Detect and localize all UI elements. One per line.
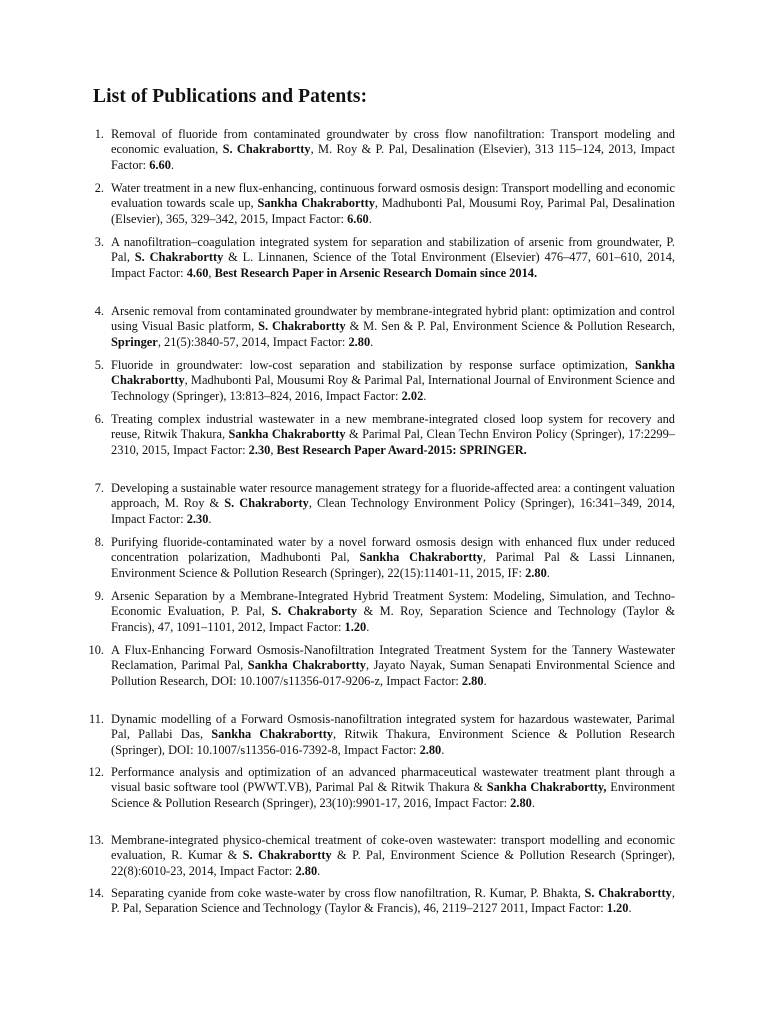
citation-text: Treating complex industrial wastewater in a new membrane-integrated closed loop system for recovery and reuse, Ritwik Thakura,: [111, 412, 675, 442]
citation-text: ,: [270, 442, 277, 457]
citation-text: , Jayato Nayak, Suman Senapati Environmental Science and Pollution Research, DOI: 10.1007/s11356-017-9206-z, Impact Factor:: [111, 658, 676, 688]
publication-citation: [111, 412, 675, 458]
publication-number: 7.: [94, 481, 104, 495]
citation-text: , Ritwik Thakura, Environment Science & Pollution Research (Springer), DOI: 10.1007/s11356-016-7392-8, Impact Factor:: [111, 727, 675, 757]
citation-text: .: [483, 673, 487, 688]
publication-citation: [111, 765, 675, 811]
citation-text: .: [628, 901, 632, 916]
citation-text: , Clean Technology Environment Policy (Springer), 16:341–349, 2014, Impact Factor:: [111, 496, 675, 526]
citation-emphasis: Sankha Chakrabortty,: [486, 780, 607, 795]
citation-text: Water treatment in a new flux-enhancing, continuous forward osmosis design: Transport modelling and economic evaluation towards scale up,: [111, 181, 675, 211]
citation-emphasis: Best Research Paper Award-2015: SPRINGER.: [276, 442, 527, 457]
citation-emphasis: Sankha Chakrabortty: [257, 196, 375, 211]
citation-emphasis: 1.20: [606, 901, 629, 916]
citation-text: Performance analysis and optimization of an advanced pharmaceutical wastewater treatment plant through a visual basic software tool (PWWT.VB), Parimal Pal & Ritwik Thakura &: [111, 765, 675, 795]
publication-number: 6.: [94, 412, 104, 426]
citation-emphasis: Sankha Chakrabortty: [111, 358, 675, 388]
citation-text: .: [423, 388, 427, 403]
publication-number: 4.: [94, 304, 104, 318]
citation-text: & L. Linnanen, Science of the Total Environment (Elsevier) 476–477, 601–610, 2014, Impact Factor:: [111, 250, 676, 280]
citation-text: & P. Pal, Environment Science & Pollution Research (Springer), 22(8):6010-23, 2014, Impact Factor:: [111, 848, 675, 878]
citation-emphasis: S. Chakraborty: [224, 496, 309, 511]
citation-emphasis: 2.30: [186, 511, 209, 526]
citation-emphasis: S. Chakrabortty: [584, 886, 672, 900]
citation-text: .: [366, 619, 370, 634]
citation-text: .: [370, 334, 374, 349]
citation-emphasis: 2.80: [510, 795, 532, 810]
publication-citation: [111, 833, 675, 879]
page-title: List of Publications and Patents:: [93, 86, 368, 107]
publication-number: 10.: [88, 643, 104, 657]
citation-text: Developing a sustainable water resource management strategy for a fluoride-affected area: a contingent valuation approach, M. Roy &: [111, 481, 675, 511]
citation-text: Purifying fluoride-contaminated water by a novel forward osmosis design with enhanced flux under reduced concentration polarization, Madhubonti Pal,: [111, 535, 675, 565]
citation-emphasis: 2.80: [461, 673, 484, 688]
citation-text: .: [441, 742, 445, 757]
citation-emphasis: 2.80: [525, 565, 547, 580]
citation-emphasis: 6.60: [149, 157, 171, 172]
citation-emphasis: 2.80: [419, 742, 442, 757]
citation-text: Environment Science & Pollution Research (Springer), 23(10):9901-17, 2016, Impact Factor:: [111, 780, 675, 810]
citation-text: ,: [208, 265, 215, 280]
publication-citation: [111, 127, 675, 173]
citation-emphasis: Sankha Chakrabortty: [247, 658, 366, 673]
citation-text: .: [317, 863, 321, 878]
publication-number: 9.: [94, 589, 104, 603]
citation-text: , Madhubonti Pal, Mousumi Roy, Parimal Pal, Desalination (Elsevier), 365, 329–342, 2015, Impact Factor:: [111, 196, 675, 226]
citation-text: , 21(5):3840-57, 2014, Impact Factor:: [157, 334, 349, 349]
citation-text: , Parimal Pal & Lassi Linnanen, Environment Science & Pollution Research (Springer), 22(15):11401-11, 2015, IF:: [111, 550, 675, 580]
citation-text: .: [368, 211, 372, 226]
publication-citation: [111, 886, 675, 917]
citation-emphasis: 4.60: [186, 265, 209, 280]
publication-citation: [111, 712, 675, 758]
citation-text: A nanofiltration–coagulation integrated system for separation and stabilization of arsenic from groundwater, P. Pal,: [111, 235, 675, 265]
publication-citation: [111, 643, 675, 689]
citation-emphasis: Sankha Chakrabortty: [359, 550, 483, 565]
citation-text: .: [170, 157, 174, 172]
citation-text: Separating cyanide from coke waste-water by cross flow nanofiltration, R. Kumar, P. Bhakta,: [111, 886, 585, 900]
publication-number: 3.: [94, 235, 104, 249]
publication-citation: [111, 589, 675, 635]
citation-emphasis: 2.30: [248, 442, 271, 457]
citation-emphasis: S. Chakraborty: [271, 604, 358, 619]
citation-text: , M. Roy & P. Pal, Desalination (Elsevier), 313 115–124, 2013, Impact Factor:: [111, 142, 675, 172]
citation-text: Fluoride in groundwater: low-cost separation and stabilization by response surface optimization,: [111, 358, 636, 372]
publication-number: 2.: [94, 181, 104, 195]
citation-emphasis: Best Research Paper in Arsenic Research Domain since 2014.: [214, 265, 538, 280]
citation-text: A Flux-Enhancing Forward Osmosis-Nanofiltration Integrated Treatment System for the Tannery Wastewater Reclamation, Parimal Pal,: [111, 643, 675, 673]
citation-emphasis: 2.02: [401, 388, 424, 403]
citation-emphasis: 2.80: [348, 334, 371, 349]
citation-emphasis: 6.60: [347, 211, 369, 226]
citation-text: Membrane-integrated physico-chemical treatment of coke-oven wastewater: transport modelling and economic evaluation, R. Kumar &: [111, 833, 675, 863]
citation-text: .: [546, 565, 550, 580]
publication-citation: [111, 481, 675, 527]
publication-citation: [111, 535, 675, 581]
citation-emphasis: Sankha Chakrabortty: [228, 427, 346, 442]
publication-number: 5.: [94, 358, 104, 372]
publication-citation: [111, 304, 675, 350]
citation-emphasis: S. Chakrabortty: [258, 319, 346, 334]
citation-text: Arsenic removal from contaminated groundwater by membrane-integrated hybrid plant: optimization and control using Visual Basic platform,: [111, 304, 675, 334]
publication-number: 13.: [88, 833, 104, 847]
citation-text: Dynamic modelling of a Forward Osmosis-nanofiltration integrated system for hazardous wastewater, Parimal Pal, Pallabi Das,: [111, 712, 675, 742]
publication-citation: [111, 358, 675, 404]
publication-number: 1.: [94, 127, 104, 141]
citation-text: .: [531, 795, 535, 810]
citation-emphasis: Sankha Chakrabortty: [211, 727, 334, 742]
citation-text: & Parimal Pal, Clean Techn Environ Policy (Springer), 17:2299–2310, 2015, Impact Factor:: [111, 427, 675, 457]
publication-number: 11.: [88, 712, 104, 726]
publication-citation: [111, 235, 675, 281]
citation-text: & M. Roy, Separation Science and Technology (Taylor & Francis), 47, 1091–1101, 2012, Impact Factor:: [111, 604, 675, 634]
citation-text: Arsenic Separation by a Membrane-Integrated Hybrid Treatment System: Modeling, Simulation, and Techno- Economic Evaluation, P. Pal,: [111, 589, 675, 619]
citation-text: & M. Sen & P. Pal, Environment Science & Pollution Research,: [345, 319, 676, 334]
publication-number: 8.: [94, 535, 104, 549]
citation-emphasis: Springer: [111, 334, 158, 349]
citation-text: Removal of fluoride from contaminated groundwater by cross flow nanofiltration: Transport modeling and economic evaluation,: [111, 127, 675, 157]
citation-text: , P. Pal, Separation Science and Technology (Taylor & Francis), 46, 2119–2127 2011, Impact Factor:: [111, 886, 675, 916]
citation-text: , Madhubonti Pal, Mousumi Roy & Parimal Pal, International Journal of Environment Science and Technology (Springer), 13:813–824, 2016, Impact Factor:: [111, 373, 675, 403]
citation-emphasis: 2.80: [295, 863, 318, 878]
publication-number: 12.: [88, 765, 104, 779]
citation-emphasis: S. Chakrabortty: [222, 142, 311, 157]
citation-emphasis: S. Chakrabortty: [134, 250, 224, 265]
citation-text: .: [208, 511, 212, 526]
publication-number: 14.: [88, 886, 104, 900]
citation-emphasis: 1.20: [344, 619, 367, 634]
publication-citation: [111, 181, 675, 227]
citation-emphasis: S. Chakrabortty: [242, 848, 332, 863]
